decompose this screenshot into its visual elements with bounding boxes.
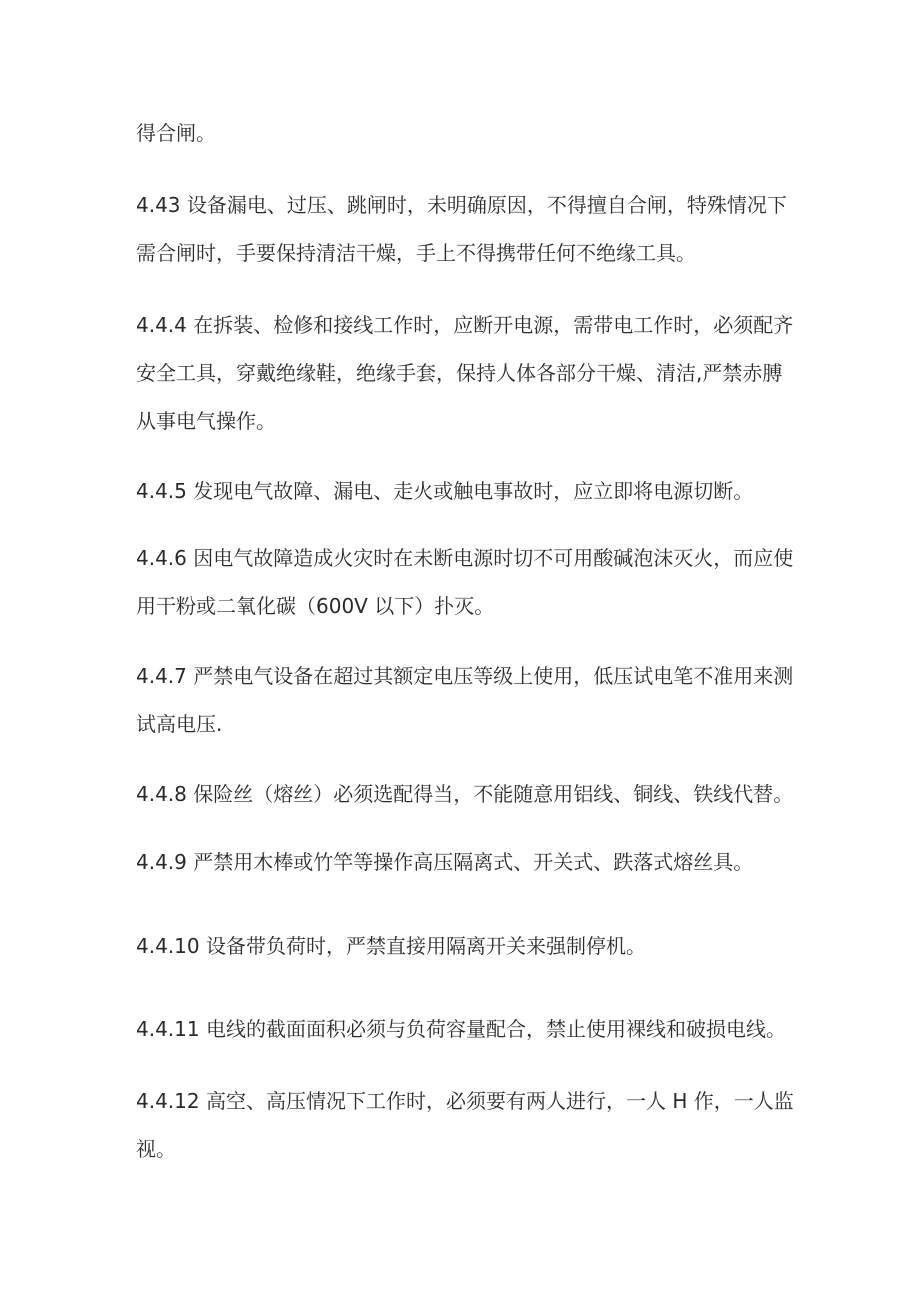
paragraph-4-4-10	[136, 922, 796, 970]
paragraph-4-4-4	[136, 301, 796, 445]
text-line: 用干粉或二氧化碳（600V 以下）扑灭。	[136, 594, 495, 618]
text-line: 4.4.7 严禁电气设备在超过其额定电压等级上使用，低压试电笔不准用来测	[136, 664, 794, 688]
text-line: 得合闸。	[136, 121, 216, 145]
text-line: 4.43 设备漏电、过压、跳闸时，未明确原因，不得擅自合闸，特殊情况下	[136, 193, 787, 217]
text-line: 4.4.10 设备带负荷时，严禁直接用隔离开关来强制停机。	[136, 934, 646, 958]
text-line: 从事电气操作。	[136, 409, 276, 433]
text-line: 需合闸时，手要保持清洁干燥，手上不得携带任何不绝缘工具。	[136, 241, 696, 265]
text-line: 4.4.6 因电气故障造成火灾时在未断电源时切不可用酸碱泡沫灭火，而应使	[136, 546, 794, 570]
paragraph-4-4-5	[136, 467, 796, 515]
paragraph-4-4-3	[136, 181, 796, 277]
paragraph-4-4-9	[136, 838, 796, 886]
paragraph-4-4-12	[136, 1077, 796, 1173]
text-line: 4.4.8 保险丝（熔丝）必须选配得当，不能随意用铝线、铜线、铁线代替。	[136, 782, 794, 806]
paragraph-4-4-11	[136, 1005, 796, 1053]
paragraph-4-4-8	[136, 770, 796, 818]
text-line: 4.4.12 高空、高压情况下工作时，必须要有两人进行，一人 H 作，一人监	[136, 1089, 794, 1113]
paragraph-continuation	[136, 109, 796, 157]
text-line: 4.4.4 在拆装、检修和接线工作时，应断开电源，需带电工作时，必须配齐	[136, 313, 794, 337]
text-line: 试高电压.	[136, 712, 223, 736]
text-line: 4.4.5 发现电气故障、漏电、走火或触电事故时，应立即将电源切断。	[136, 479, 754, 503]
text-line: 4.4.9 严禁用木棒或竹竿等操作高压隔离式、开关式、跌落式熔丝具。	[136, 850, 754, 874]
paragraph-4-4-7	[136, 652, 796, 748]
text-line: 安全工具，穿戴绝缘鞋，绝缘手套，保持人体各部分干燥、清洁,严禁赤膊	[136, 361, 783, 385]
text-line: 4.4.11 电线的截面面积必须与负荷容量配合，禁止使用裸线和破损电线。	[136, 1017, 786, 1041]
paragraph-4-4-6	[136, 534, 796, 630]
text-line: 视。	[136, 1137, 176, 1161]
